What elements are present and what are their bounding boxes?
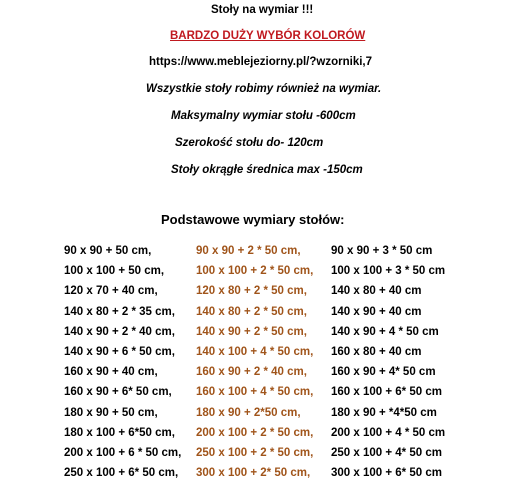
dimension-left-2: 100 x 100 + 50 cm, <box>64 265 165 278</box>
dimension-left-5: 140 x 90 + 2 * 40 cm, <box>64 325 175 338</box>
dimension-middle-2: 100 x 100 + 2 * 50 cm, <box>196 265 314 278</box>
dimension-left-12: 250 x 100 + 6* 50 cm, <box>64 467 179 480</box>
dimension-left-6: 140 x 90 + 6 * 50 cm, <box>64 345 175 358</box>
page-title: Stoły na wymiar !!! <box>211 4 314 16</box>
dimension-middle-7: 160 x 90 + 2 * 40 cm, <box>196 366 307 379</box>
dimension-right-11: 250 x 100 + 4* 50 cm <box>331 446 442 459</box>
round-tables-note: Stoły okrągłe średnica max -150cm <box>171 164 363 176</box>
dimension-right-9: 180 x 90 + *4*50 cm <box>331 406 437 419</box>
dimension-middle-6: 140 x 100 + 4 * 50 cm, <box>196 345 314 358</box>
dimension-middle-11: 250 x 100 + 2 * 50 cm, <box>196 446 314 459</box>
dimension-left-9: 180 x 90 + 50 cm, <box>64 406 158 419</box>
dimension-middle-8: 160 x 100 + 4 * 50 cm, <box>196 386 314 399</box>
custom-size-note: Wszystkie stoły robimy również na wymiar. <box>146 83 382 95</box>
dimension-middle-12: 300 x 100 + 2* 50 cm, <box>196 467 311 480</box>
dimensions-column-middle <box>196 244 313 486</box>
dimension-right-6: 160 x 80 + 40 cm <box>331 345 422 358</box>
dimensions-heading: Podstawowe wymiary stołów: <box>161 212 345 227</box>
dimension-middle-10: 200 x 100 + 2 * 50 cm, <box>196 426 314 439</box>
swatches-url-text: https://www.meblejeziorny.pl/?wzorniki,7 <box>149 56 372 68</box>
dimension-right-7: 160 x 90 + 4* 50 cm <box>331 366 436 379</box>
dimensions-column-left <box>64 244 181 486</box>
dimension-middle-4: 140 x 80 + 2 * 50 cm, <box>196 305 307 318</box>
dimension-right-12: 300 x 100 + 6* 50 cm <box>331 467 442 480</box>
dimension-middle-1: 90 x 90 + 2 * 50 cm, <box>196 245 301 257</box>
colors-promo-text: BARDZO DUŻY WYBÓR KOLORÓW <box>170 30 366 42</box>
dimension-left-10: 180 x 100 + 6*50 cm, <box>64 426 175 439</box>
max-width-note: Szerokość stołu do- 120cm <box>175 137 324 149</box>
dimension-right-4: 140 x 90 + 40 cm <box>331 305 422 318</box>
dimension-left-11: 200 x 100 + 6 * 50 cm, <box>64 446 182 459</box>
dimensions-column-right <box>331 244 445 486</box>
dimension-right-8: 160 x 100 + 6* 50 cm <box>331 386 442 399</box>
dimension-middle-3: 120 x 80 + 2 * 50 cm, <box>196 285 307 298</box>
dimension-left-1: 90 x 90 + 50 cm, <box>64 245 152 257</box>
dimension-left-7: 160 x 90 + 40 cm, <box>64 366 158 379</box>
dimension-right-3: 140 x 80 + 40 cm <box>331 285 422 298</box>
dimension-right-10: 200 x 100 + 4 * 50 cm <box>331 426 446 439</box>
dimension-middle-9: 180 x 90 + 2*50 cm, <box>196 406 301 419</box>
dimension-left-4: 140 x 80 + 2 * 35 cm, <box>64 305 175 318</box>
dimension-left-8: 160 x 90 + 6* 50 cm, <box>64 386 172 399</box>
max-length-note: Maksymalny wymiar stołu -600cm <box>171 110 356 122</box>
dimension-right-5: 140 x 90 + 4 * 50 cm <box>331 325 439 338</box>
dimension-middle-5: 140 x 90 + 2 * 50 cm, <box>196 325 307 338</box>
dimension-right-1: 90 x 90 + 3 * 50 cm <box>331 245 433 257</box>
dimension-right-2: 100 x 100 + 3 * 50 cm <box>331 265 446 278</box>
dimension-left-3: 120 x 70 + 40 cm, <box>64 285 158 298</box>
